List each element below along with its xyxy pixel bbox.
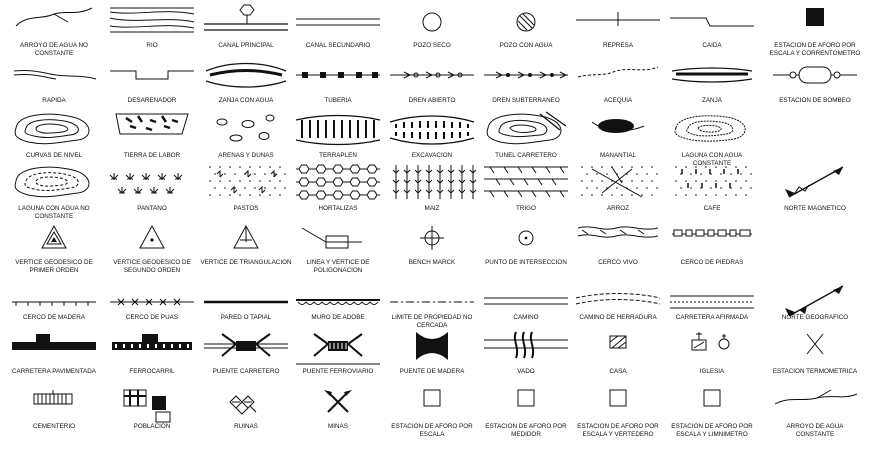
- legend-symbol: [106, 110, 198, 148]
- legend-label: ESTACION DE AFORO POR ESCALA: [391, 423, 473, 438]
- legend-label: REPRESA: [602, 42, 634, 49]
- legend-symbol: [769, 328, 861, 366]
- legend-label: CERCO VIVO: [598, 259, 638, 266]
- legend-label: PUENTE CARRETERO: [212, 368, 280, 375]
- legend-label: VERTICE GEODESICO DE SEGUNDO ORDEN: [113, 259, 191, 274]
- legend-symbol: [8, 55, 100, 93]
- legend-symbol: [8, 2, 100, 40]
- legend-symbol: [666, 328, 758, 366]
- legend-label: VADO: [517, 368, 535, 375]
- legend-label: RAPIDA: [42, 97, 66, 104]
- legend-symbol: [666, 222, 758, 260]
- legend-label: CERCO DE PUAS: [125, 314, 179, 321]
- legend-label: PUNTO DE INTERSECCION: [485, 259, 567, 266]
- legend-label: TUBERIA: [324, 97, 352, 104]
- legend-symbol: [106, 163, 198, 201]
- legend-label: ESTACION DE AFORO POR ESCALA Y CORRENTOMETRO: [769, 42, 861, 57]
- legend-symbol: [386, 110, 478, 148]
- legend-symbol: [666, 2, 758, 40]
- legend-symbol: [106, 55, 198, 93]
- legend-label: MANANTIAL: [599, 152, 637, 159]
- legend-label: CAMINO DE HERRADURA: [579, 314, 657, 321]
- legend-label: IGLESIA: [699, 368, 725, 375]
- legend-symbol: [769, 386, 861, 424]
- legend-label: POZO SECO: [413, 42, 451, 49]
- legend-symbol: [200, 386, 292, 424]
- legend-symbol: [8, 110, 100, 148]
- legend-symbol: [666, 163, 758, 201]
- legend-label: TRIGO: [516, 205, 536, 212]
- legend-label: LIMITE DE PROPIEDAD NO CERCADA: [391, 314, 473, 329]
- legend-symbol: [572, 163, 664, 201]
- legend-label: PARED O TAPIAL: [220, 314, 272, 321]
- legend-symbol: [666, 110, 758, 148]
- legend-symbol: [200, 163, 292, 201]
- legend-label: TIERRA DE LABOR: [123, 152, 181, 159]
- legend-symbol: [8, 328, 100, 366]
- legend-label: CERCO DE MADERA: [23, 314, 85, 321]
- legend-symbol: [386, 386, 478, 424]
- legend-label: CANAL PRINCIPAL: [218, 42, 274, 49]
- legend-symbol: [292, 55, 384, 93]
- legend-symbol: [769, 163, 861, 201]
- legend-symbol: [200, 55, 292, 93]
- legend-label: DESARENADOR: [127, 97, 177, 104]
- legend-label: NORTE GEOGRAFICO: [781, 314, 849, 321]
- legend-label: MINAS: [328, 423, 348, 430]
- legend-symbol: [200, 110, 292, 148]
- legend-symbol: [386, 55, 478, 93]
- legend-label: PUENTE DE MADERA: [399, 368, 465, 375]
- legend-label: PANTANO: [137, 205, 167, 212]
- legend-label: VERTICE GEODESICO DE PRIMER ORDEN: [15, 259, 93, 274]
- legend-label: ESTACION DE AFORO POR ESCALA Y LIMNIMETRO: [671, 423, 753, 438]
- legend-label: DREN SUBTERRANEO: [492, 97, 560, 104]
- legend-symbol: [480, 222, 572, 260]
- legend-label: ESTACION TERMOMETRICA: [772, 368, 858, 375]
- legend-symbol: [292, 222, 384, 260]
- legend-symbol: [666, 386, 758, 424]
- legend-label: NORTE MAGNETICO: [784, 205, 846, 212]
- legend-label: CAMINO: [513, 314, 539, 321]
- legend-label: CARRETERA AFIRMADA: [675, 314, 749, 321]
- legend-symbol: [769, 55, 861, 93]
- legend-symbol: [292, 328, 384, 366]
- legend-label: ZANJA CON AGUA: [218, 97, 274, 104]
- legend-label: CURVAS DE NIVEL: [25, 152, 83, 159]
- legend-symbol: [292, 163, 384, 201]
- legend-symbol: [386, 328, 478, 366]
- legend-label: TERRAPLEN: [319, 152, 357, 159]
- legend-label: POZO CON AGUA: [499, 42, 553, 49]
- legend-label: TUNEL CARRETERO: [495, 152, 557, 159]
- legend-label: BENCH MARCK: [408, 259, 456, 266]
- legend-label: FERROCARRIL: [129, 368, 175, 375]
- legend-symbol: [106, 2, 198, 40]
- legend-label: CAFE: [703, 205, 721, 212]
- legend-symbol: [200, 222, 292, 260]
- legend-label: VERTICE DE TRIANGULACION: [200, 259, 292, 266]
- legend-label: LAGUNA CON AGUA CONSTANTE: [681, 152, 743, 167]
- legend-label: ZANJA: [702, 97, 722, 104]
- legend-label: MAIZ: [424, 205, 440, 212]
- legend-label: LAGUNA CON AGUA NO CONSTANTE: [18, 205, 90, 220]
- legend-label: RUINAS: [234, 423, 258, 430]
- legend-symbol: [572, 222, 664, 260]
- legend-label: ARENAS Y DUNAS: [218, 152, 274, 159]
- legend-label: MURO DE ADOBE: [311, 314, 365, 321]
- legend-symbol: [106, 386, 198, 424]
- legend-symbol: [200, 2, 292, 40]
- legend-symbol: [480, 328, 572, 366]
- legend-symbol: [106, 222, 198, 260]
- legend-symbol: [480, 386, 572, 424]
- legend-label: ARROYO DE AGUA NO CONSTANTE: [20, 42, 88, 57]
- legend-label: PASTOS: [233, 205, 259, 212]
- legend-symbol: [200, 328, 292, 366]
- legend-label: CARRETERA PAVIMENTADA: [12, 368, 96, 375]
- legend-symbol: [666, 55, 758, 93]
- legend-symbol: [769, 2, 861, 40]
- legend-label: CANAL SECUNDARIO: [305, 42, 371, 49]
- legend-label: ARROZ: [606, 205, 630, 212]
- legend-symbol: [106, 328, 198, 366]
- legend-symbol: [572, 110, 664, 148]
- legend-label: RIO: [146, 42, 158, 49]
- legend-label: CASA: [609, 368, 627, 375]
- legend-symbol: [292, 386, 384, 424]
- legend-label: ESTACION DE BOMBEO: [779, 97, 851, 104]
- legend-symbol: [572, 55, 664, 93]
- legend-label: EXCAVACION: [411, 152, 453, 159]
- legend-label: CEMENTERIO: [33, 423, 75, 430]
- legend-symbol: [480, 110, 572, 148]
- legend-label: PUENTE FERROVIARIO: [302, 368, 374, 375]
- legend-symbol: [386, 2, 478, 40]
- legend-label: POBLACION: [133, 423, 171, 430]
- legend-symbol: [8, 222, 100, 260]
- legend-symbol: [386, 163, 478, 201]
- legend-label: ACEQUIA: [603, 97, 633, 104]
- legend-symbol: [572, 2, 664, 40]
- legend-label: ESTACION DE AFORO POR ESCALA Y VERTEDERO: [577, 423, 659, 438]
- legend-label: ESTACION DE AFORO POR MEDIDOR: [485, 423, 567, 438]
- legend-symbol: [8, 386, 100, 424]
- legend-label: DREN ABIERTO: [408, 97, 456, 104]
- legend-symbol: [480, 2, 572, 40]
- legend-label: CERCO DE PIEDRAS: [680, 259, 744, 266]
- legend-symbol: [480, 163, 572, 201]
- legend-label: CAIDA: [702, 42, 722, 49]
- legend-symbol: [480, 55, 572, 93]
- legend-symbol: [386, 222, 478, 260]
- legend-label: ARROYO DE AGUA CONSTANTE: [786, 423, 844, 438]
- legend-symbol: [8, 163, 100, 201]
- legend-symbol: [292, 110, 384, 148]
- legend-symbol: [572, 386, 664, 424]
- legend-label: HORTALIZAS: [318, 205, 358, 212]
- legend-label: LINEA Y VERTICE DE POLIGONACION: [306, 259, 370, 274]
- legend-symbol: [292, 2, 384, 40]
- legend-symbol: [572, 328, 664, 366]
